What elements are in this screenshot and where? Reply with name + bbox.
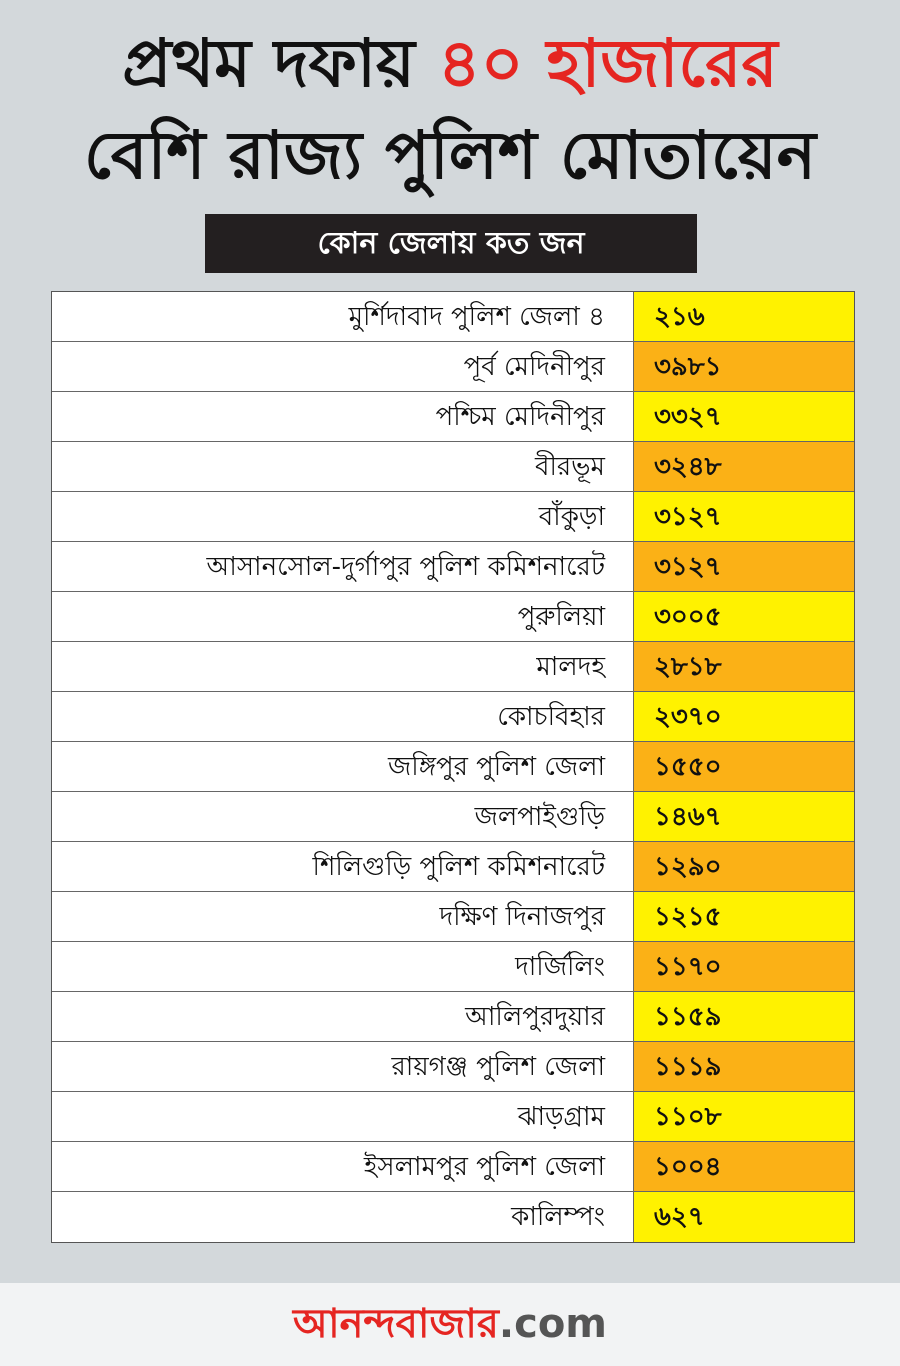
table-row [52, 942, 854, 992]
district-name: শিলিগুড়ি পুলিশ কমিশনারেট [52, 842, 634, 891]
police-count: ১১০৮ [634, 1092, 854, 1141]
police-count: ১০০৪ [634, 1142, 854, 1191]
headline [0, 18, 900, 202]
district-name: আলিপুরদুয়ার [52, 992, 634, 1041]
district-name: রায়গঞ্জ পুলিশ জেলা [52, 1042, 634, 1091]
table-row [52, 1092, 854, 1142]
police-count: ৩১২৭ [634, 542, 854, 591]
table-subheading: কোন জেলায় কত জন [205, 214, 697, 273]
police-count: ১৫৫০ [634, 742, 854, 791]
headline-accent-text: ৪০ হাজারের [437, 25, 778, 102]
police-count: ১১৫৯ [634, 992, 854, 1041]
police-count: ৩০০৫ [634, 592, 854, 641]
district-name: আসানসোল-দুর্গাপুর পুলিশ কমিশনারেট [52, 542, 634, 591]
table-row [52, 592, 854, 642]
district-name: দার্জিলিং [52, 942, 634, 991]
table-row [52, 792, 854, 842]
district-table [51, 291, 855, 1243]
police-count: ১৪৬৭ [634, 792, 854, 841]
table-row [52, 742, 854, 792]
police-count: ১২৯০ [634, 842, 854, 891]
police-count: ৩১২৭ [634, 492, 854, 541]
anandabazar-logo[interactable] [0, 1296, 900, 1352]
district-name: কোচবিহার [52, 692, 634, 741]
table-row [52, 692, 854, 742]
police-count: ২৮১৮ [634, 642, 854, 691]
police-count: ২১৬ [634, 292, 854, 341]
police-count: ৬২৭ [634, 1192, 854, 1242]
headline-line-1 [0, 18, 900, 110]
table-row [52, 992, 854, 1042]
police-count: ৩৯৮১ [634, 342, 854, 391]
logo-brand-text: আনন্দবাজার [293, 1301, 499, 1347]
district-name: মুর্শিদাবাদ পুলিশ জেলা ৪ [52, 292, 634, 341]
table-row [52, 1042, 854, 1092]
district-name: ইসলামপুর পুলিশ জেলা [52, 1142, 634, 1191]
police-count: ১১৭০ [634, 942, 854, 991]
table-row [52, 442, 854, 492]
district-name: ঝাড়গ্রাম [52, 1092, 634, 1141]
table-row [52, 842, 854, 892]
district-name: পুরুলিয়া [52, 592, 634, 641]
police-count: ১২১৫ [634, 892, 854, 941]
table-row [52, 392, 854, 442]
table-row [52, 642, 854, 692]
district-name: জঙ্গিপুর পুলিশ জেলা [52, 742, 634, 791]
table-row [52, 342, 854, 392]
table-row [52, 292, 854, 342]
table-row [52, 1192, 854, 1242]
headline-line-2: বেশি রাজ্য পুলিশ মোতায়েন [84, 117, 816, 194]
district-name: কালিম্পং [52, 1192, 634, 1242]
district-name: পূর্ব মেদিনীপুর [52, 342, 634, 391]
district-name: দক্ষিণ দিনাজপুর [52, 892, 634, 941]
district-name: বাঁকুড়া [52, 492, 634, 541]
district-name: জলপাইগুড়ি [52, 792, 634, 841]
police-count: ৩২৪৮ [634, 442, 854, 491]
district-name: বীরভূম [52, 442, 634, 491]
table-row [52, 1142, 854, 1192]
district-name: পশ্চিম মেদিনীপুর [52, 392, 634, 441]
police-count: ২৩৭০ [634, 692, 854, 741]
police-count: ১১১৯ [634, 1042, 854, 1091]
logo-domain-text: .com [498, 1301, 607, 1347]
district-name: মালদহ [52, 642, 634, 691]
police-count: ৩৩২৭ [634, 392, 854, 441]
table-row [52, 892, 854, 942]
table-row [52, 542, 854, 592]
headline-line-1-text: প্রথম দফায় [122, 25, 438, 102]
table-row [52, 492, 854, 542]
